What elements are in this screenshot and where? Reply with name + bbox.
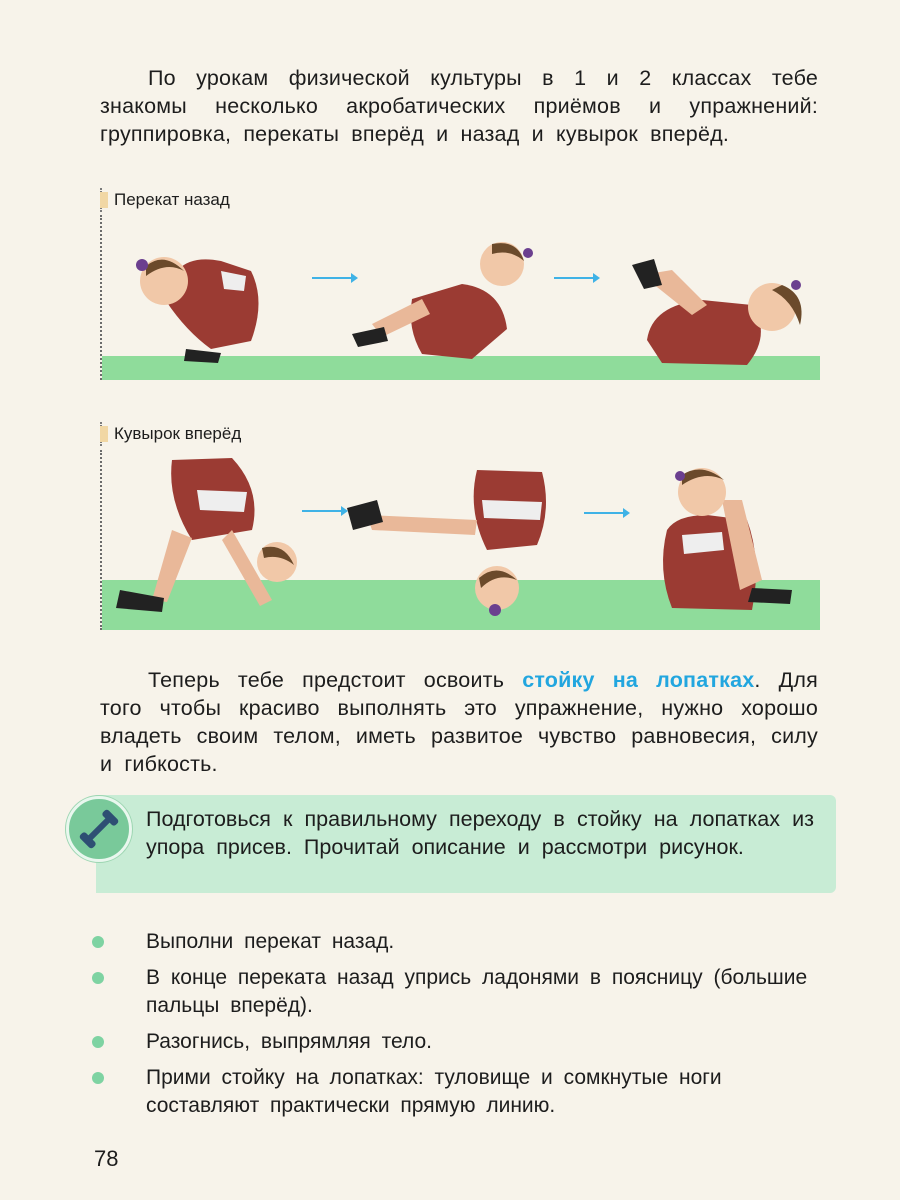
exercise-intro-paragraph [100,666,818,778]
step-text: В конце переката назад упрись ладонями в поясницу (большие пальцы вперёд). [146,966,808,1017]
step-text: Выполни перекат назад. [146,930,395,953]
bullet-icon [92,936,104,948]
figure-caption-forward-roll: Кувырок вперёд [100,422,241,446]
forward-roll-photo-sequence [100,450,820,630]
list-item [90,928,830,956]
bullet-icon [92,1072,104,1084]
step-text: Прими стойку на лопатках: туловище и сомкнутые ноги составляют практически прямую линию. [146,1066,722,1117]
back-roll-photo-sequence [100,215,820,380]
sequence-arrow-1 [312,277,352,279]
task-text: Подготовься к правильному переходу в стойку на лопатках из упора присев. Прочитай описание и рассмотри рисунок. [146,807,814,859]
intro-text: По урокам физической культуры в 1 и 2 классах тебе знакомы несколько акробатических приёмов и упражнений: группировка, перекаты вперёд и назад и кувырок вперёд. [100,66,818,146]
list-item [90,1064,830,1120]
crouch-tuck-pose-illustration [126,231,276,366]
intro-paragraph [100,64,818,148]
intro-after-text: . Для того чтобы красиво выполнять это упражнение, нужно хорошо владеть своим телом, иметь развитое чувство равновесия, силу и гибкость. [100,668,818,776]
sitting-tuck-pose-illustration [652,460,802,620]
step-text: Разогнись, выпрямляя тело. [146,1030,432,1053]
sequence-arrow-3 [302,510,342,512]
intro-before-text: Теперь тебе предстоит освоить [148,668,523,692]
sequence-arrow-2 [554,277,594,279]
steps-list [90,928,830,1128]
shoulder-stand-term: стойку на лопатках [522,668,755,692]
bullet-icon [92,972,104,984]
exercise-intro-text [100,666,818,778]
bend-forward-pose-illustration [112,450,312,625]
sequence-arrow-4 [584,512,624,514]
list-item [90,1028,830,1056]
page-number: 78 [94,1146,119,1171]
dumbbell-icon [66,796,132,862]
rolling-back-pose-illustration [352,229,542,364]
figure-caption-back-roll: Перекат назад [100,188,230,212]
list-item [90,964,830,1020]
back-roll-end-pose-illustration [632,245,812,370]
forward-roll-mid-pose-illustration [347,460,567,625]
bullet-icon [92,1036,104,1048]
